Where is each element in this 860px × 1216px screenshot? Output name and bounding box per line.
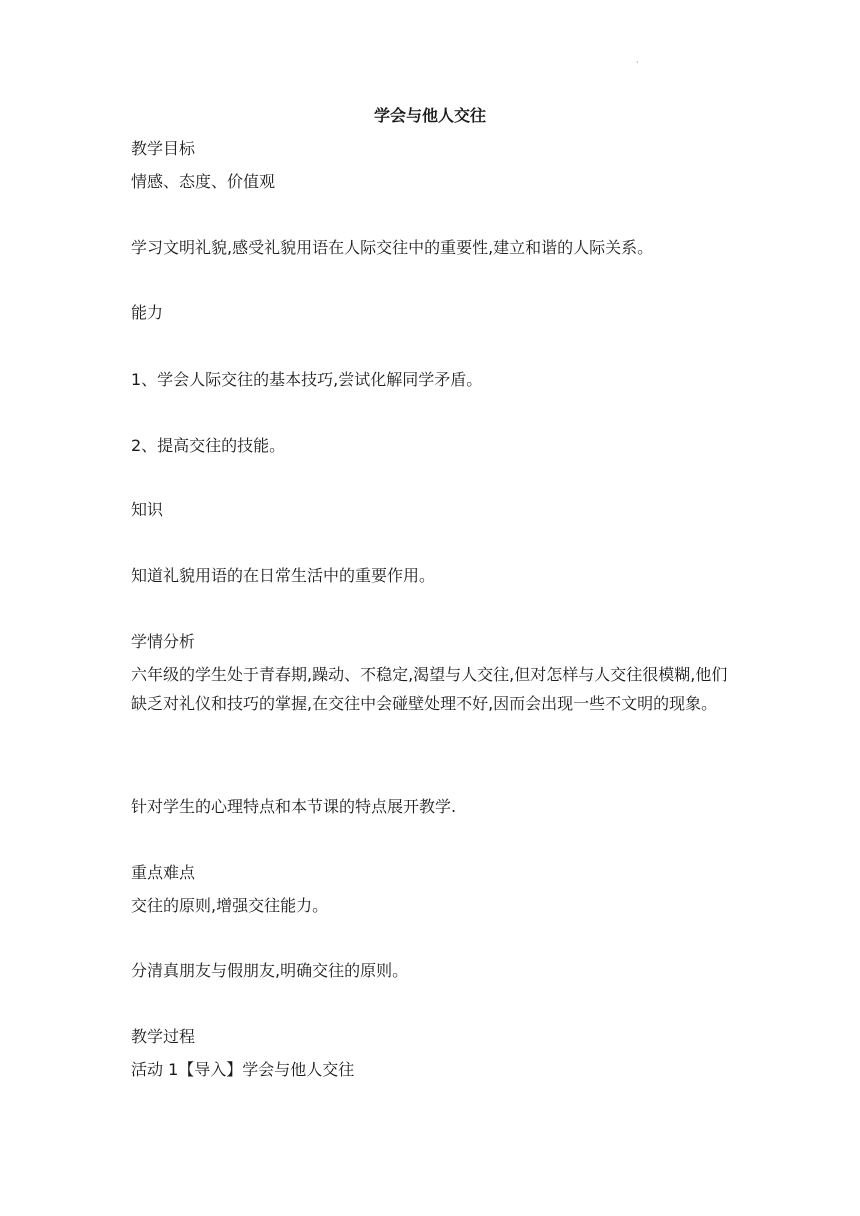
knowledge-heading: 知识	[131, 500, 164, 519]
key-text-1: 交往的原则,增强交往能力。	[131, 896, 329, 915]
emotion-heading: 情感、态度、价值观	[131, 172, 276, 191]
analysis-text: 六年级的学生处于青春期,躁动、不稳定,渴望与人交往,但对怎样与人交往很模糊,他们缺乏对礼仪和技巧的掌握,在交往中会碰壁处理不好,因而会出现一些不文明的现象。	[131, 665, 728, 713]
ability-item-2: 2、提高交往的技能。	[131, 436, 286, 455]
key-heading: 重点难点	[131, 863, 196, 882]
key-text-2: 分清真朋友与假朋友,明确交往的原则。	[131, 961, 409, 980]
header-mark: ·	[636, 58, 639, 67]
ability-item-1: 1、学会人际交往的基本技巧,尝试化解同学矛盾。	[131, 370, 483, 389]
emotion-text: 学习文明礼貌,感受礼貌用语在人际交往中的重要性,建立和谐的人际关系。	[131, 238, 654, 257]
goals-heading: 教学目标	[131, 139, 196, 158]
ability-heading: 能力	[131, 303, 164, 322]
knowledge-text: 知道礼貌用语的在日常生活中的重要作用。	[131, 566, 436, 585]
analysis-text-2: 针对学生的心理特点和本节课的特点展开教学.	[131, 797, 457, 816]
document-title: 学会与他人交往	[373, 106, 486, 125]
activity-1: 活动 1【导入】学会与他人交往	[131, 1060, 355, 1079]
analysis-heading: 学情分析	[131, 632, 196, 651]
process-heading: 教学过程	[131, 1027, 196, 1046]
